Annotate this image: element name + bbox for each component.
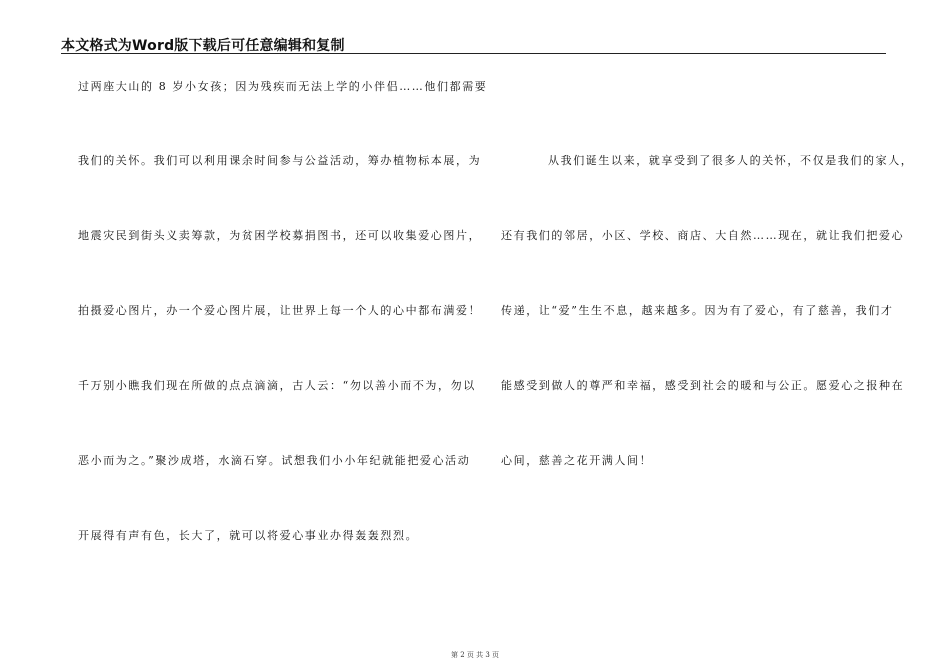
text-line: 还有我们的邻居，小区、学校、商店、大自然……现在，就让我们把爱心 <box>501 229 905 242</box>
paragraph-first-line: 从我们诞生以来，就享受到了很多人的关怀，不仅是我们的家人， <box>548 154 914 167</box>
text-line: 心间，慈善之花开满人间！ <box>501 454 653 467</box>
text-line: 地震灾民到街头义卖筹款，为贫困学校募捐图书，还可以收集爱心图片， <box>78 229 482 242</box>
document-header <box>61 33 886 54</box>
text-line: 开展得有声有色，长大了，就可以将爱心事业办得轰轰烈烈。 <box>78 529 419 542</box>
text-line: 能感受到做人的尊严和幸福，感受到社会的暖和与公正。愿爱心之报种在 <box>501 379 905 392</box>
header-title: 本文格式为Word版下载后可任意编辑和复制 <box>61 38 345 54</box>
text-line: 我们的关怀。我们可以利用课余时间参与公益活动，筹办植物标本展，为 <box>78 154 482 167</box>
text-line: 千万别小瞧我们现在所做的点点滴滴，古人云：“勿以善小而不为，勿以 <box>78 379 476 392</box>
text-line: 过两座大山的 8 岁小女孩；因为残疾而无法上学的小伴侣……他们都需要 <box>78 80 488 93</box>
page-number: 第 2 页 共 3 页 <box>450 651 500 659</box>
text-line: 传递，让“爱”生生不息，越来越多。因为有了爱心，有了慈善，我们才 <box>501 304 894 317</box>
text-line: 恶小而为之。”聚沙成塔，水滴石穿。试想我们小小年纪就能把爱心活动 <box>78 454 471 467</box>
text-line: 拍摄爱心图片，办一个爱心图片展，让世界上每一个人的心中都布满爱！ <box>78 304 482 317</box>
